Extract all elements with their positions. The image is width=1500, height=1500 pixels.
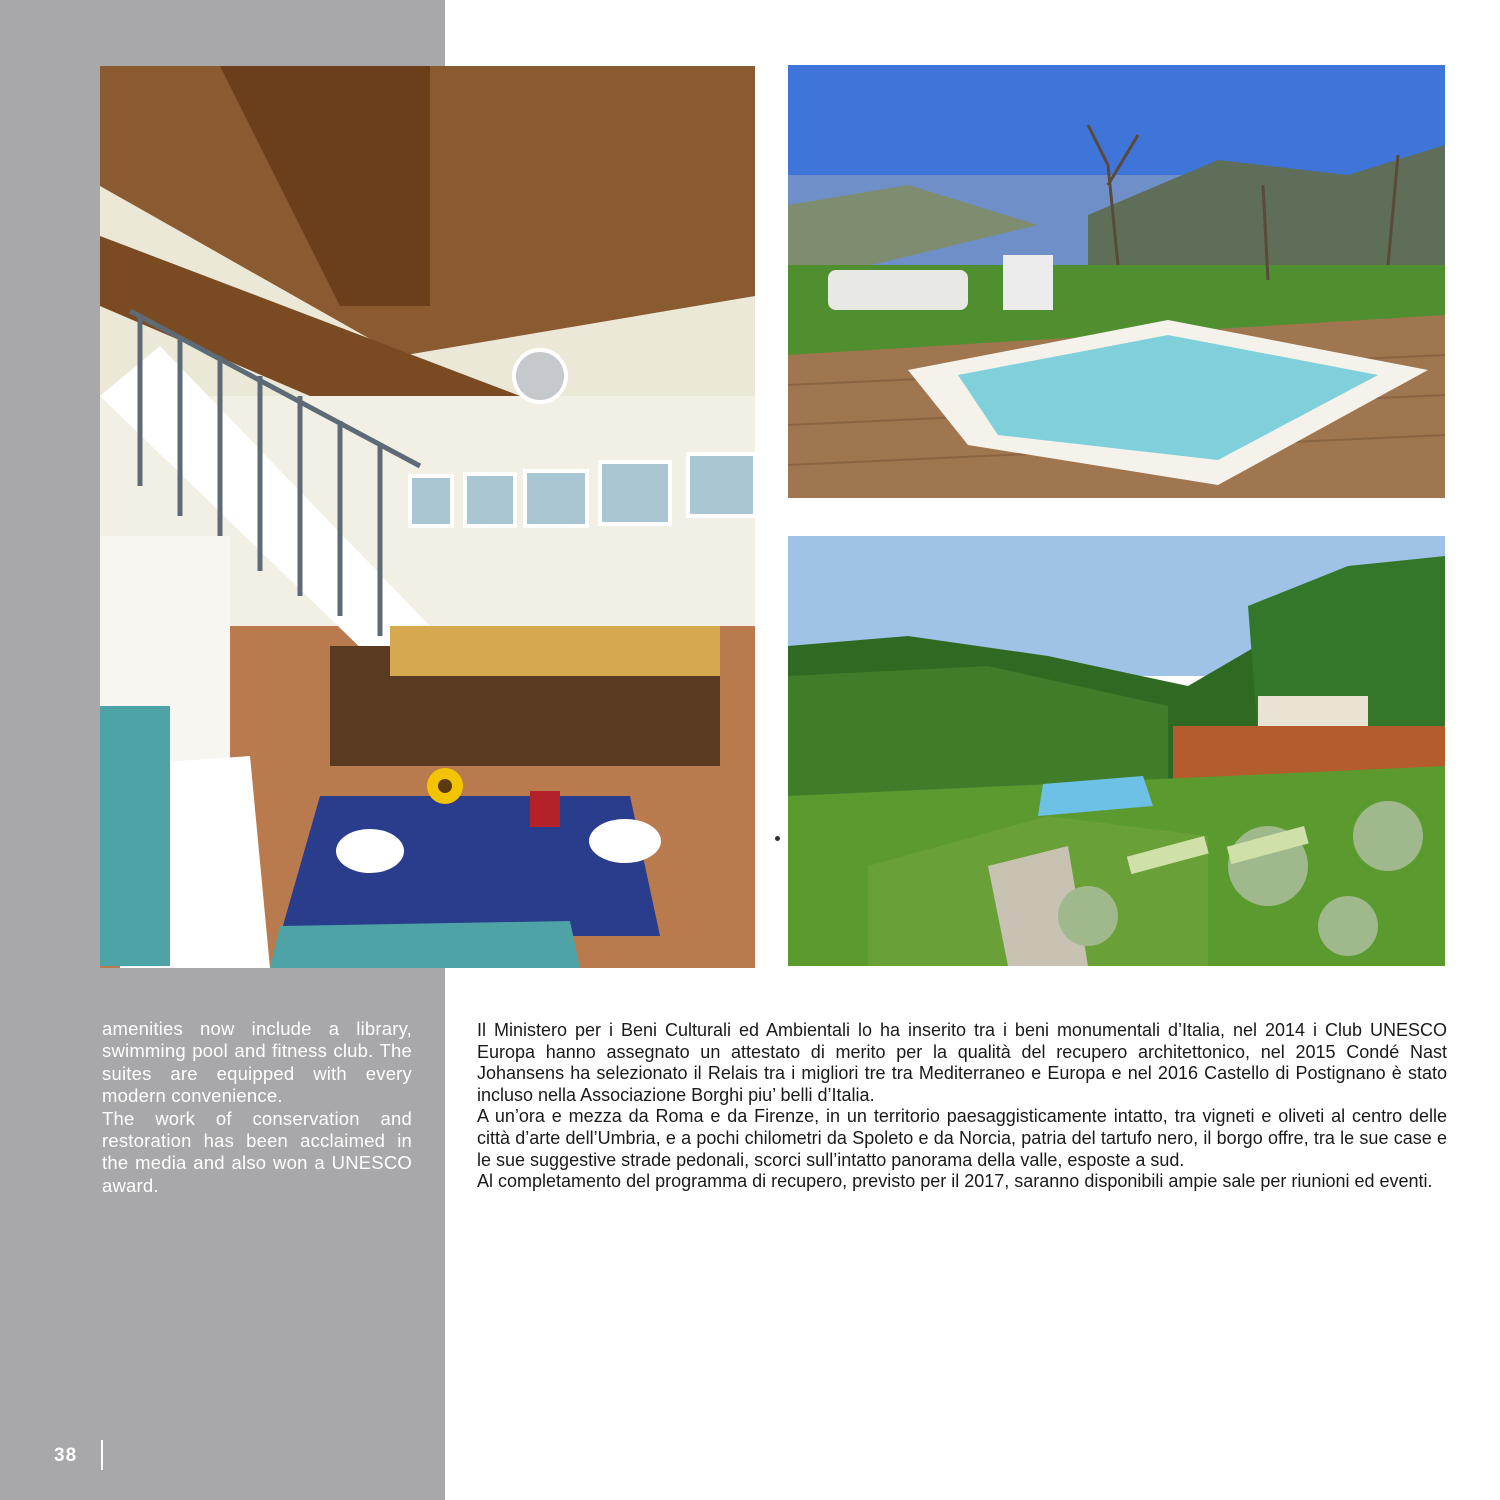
english-text-block <box>102 1018 412 1197</box>
photo-pool-garden <box>788 536 1445 966</box>
italian-paragraph: Il Ministero per i Beni Culturali ed Ambientali lo ha inserito tra i beni monumentali d’Italia, nel 2014 i Club UNESCO Europa hanno assegnato un attestato di merito per la qualità del recupero architettonico, nel 2015 Condé Nast Johansens ha selezionato il Relais tra i migliori tre tra Mediterraneo e Europa e nel 2016 Castello di Postignano è stato incluso nella Associazione Borghi piu’ belli d’Italia. <box>477 1020 1447 1105</box>
photo-hot-tub-garden <box>788 65 1445 498</box>
italian-text-block <box>477 1020 1447 1193</box>
italian-paragraph: Al completamento del programma di recupero, previsto per il 2017, saranno disponibili ampie sale per riunioni ed eventi. <box>477 1171 1433 1192</box>
english-paragraph: amenities now include a library, swimming pool and fitness club. The suites are equipped with every modern convenience. <box>102 1018 412 1107</box>
page-number: 38 <box>54 1445 78 1466</box>
english-paragraph: The work of conservation and restoration has been acclaimed in the media and also won a UNESCO award. <box>102 1107 412 1196</box>
page-number-rule <box>101 1440 103 1470</box>
page-dot <box>775 836 780 841</box>
photo-breakfast-room <box>100 66 755 968</box>
italian-paragraph: A un’ora e mezza da Roma e da Firenze, in un territorio paesaggisticamente intatto, tra vigneti e oliveti al centro delle città d’arte dell’Umbria, e a pochi chilometri da Spoleto e da Norcia, patria del tartufo nero, il borgo offre, tra le sue case e le sue suggestive strade pedonali, scorci sull’intatto panorama della valle, esposte a sud. <box>477 1106 1447 1170</box>
